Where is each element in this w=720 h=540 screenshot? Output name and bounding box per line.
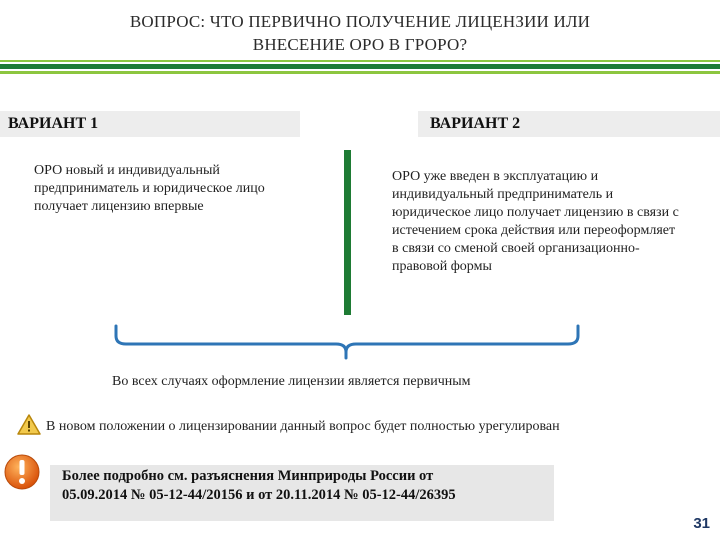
- header-rule-thin-top: [0, 60, 720, 62]
- info-line-2: 05.09.2014 № 05-12-44/20156 и от 20.11.2014 № 05-12-44/26395: [62, 487, 456, 503]
- variant-1-text: ОРО новый и индивидуальный предприниматель и юридическое лицо получает лицензию впервые: [34, 163, 265, 214]
- note-text: В новом положении о лицензировании данный вопрос будет полностью урегулирован: [46, 419, 560, 434]
- header-rule-thick: [0, 64, 720, 69]
- exclamation-icon: [2, 452, 42, 492]
- header-rule-thin-bottom: [0, 71, 720, 74]
- info-line-1: Более подробно см. разъяснения Минприроды России от: [62, 468, 434, 484]
- title-line-1: ВОПРОС: ЧТО ПЕРВИЧНО ПОЛУЧЕНИЕ ЛИЦЕНЗИИ ИЛИ: [129, 12, 591, 31]
- page-number: 31: [693, 515, 710, 532]
- variant-2-text: ОРО уже введен в эксплуатацию и индивидуальный предприниматель и юридическое лицо получает лицензию в связи с истечением срока действия или переоформляет в связи со сменой своей организационно-правовой формы: [392, 169, 679, 274]
- conclusion-text: Во всех случаях оформление лицензии является первичным: [112, 374, 471, 389]
- variant-1-header: [0, 111, 300, 137]
- page-title: [40, 10, 680, 56]
- variant-2-header: [418, 111, 720, 137]
- curly-brace: [112, 322, 582, 360]
- info-text: [62, 467, 552, 505]
- variant-1-label: ВАРИАНТ 1: [8, 115, 99, 132]
- vertical-divider: [344, 150, 351, 315]
- warning-triangle-icon: [16, 413, 42, 437]
- title-line-2: ВНЕСЕНИЕ ОРО В ГРОРО?: [252, 35, 468, 54]
- variant-2-label: ВАРИАНТ 2: [430, 115, 521, 132]
